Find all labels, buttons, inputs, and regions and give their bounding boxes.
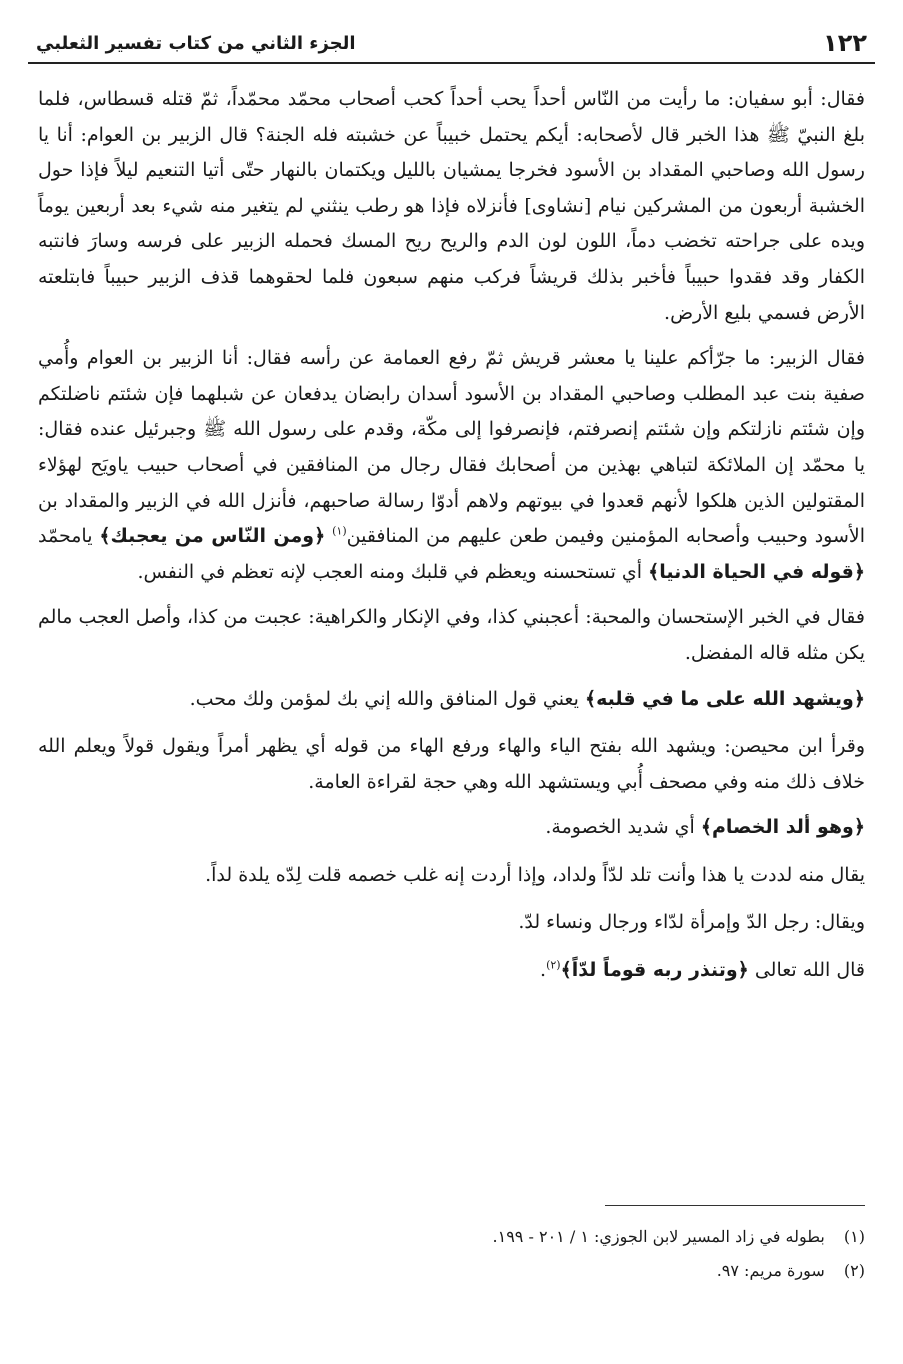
paragraph-2-text: فقال الزبير: ما جرّأكم علينا يا معشر قريش ثمّ رفع العمامة عن رأسه فقال: أنا الزبير بن العوام وأُمي صفية بنت عبد المطلب وصاحبي المقداد بن الأسود أسدان رابضان يدفعان عن شبلهما فإن شئتم ناضلتكم وإن شئتم نازلتكم وإن شئتم إنصرفتم، فإنصرفوا إلى مكّة، وقدم على رسول الله ﷺ وجبرئيل عنده فقال: يا محمّد إن الملائكة لتباهي بهذين من أصحابك فقال رجال من المنافقين في أصحاب حبيب ياويَح لهؤلاء المقتولين الذين هلكوا لأنهم قعدوا في بيوتهم ولاهم أدوّا رسالة صاحبهم، فأنزل الله في الزبير والمقداد بن الأسود وحبيب وأصحابه المؤمنين وفيمن طعن عليهم من المنافقين — [38, 347, 866, 548]
footnote-divider — [605, 1205, 865, 1206]
page-header — [28, 28, 875, 64]
paragraph-2-mid: يامحمّد — [38, 525, 93, 548]
quran-quote: ﴿وهو ألد الخصام﴾ — [700, 816, 865, 839]
quran-quote: ﴿وتنذر ربه قوماً لدّاً﴾ — [560, 959, 749, 982]
footnote-number: (١) — [843, 1227, 865, 1246]
paragraph-4 — [38, 682, 865, 718]
paragraph-8: ويقال: رجل الدّ وإمرأة لدّاء ورجال ونساء لدّ. — [518, 911, 865, 934]
main-text — [38, 82, 865, 1001]
paragraph-3: فقال في الخبر الإستحسان والمحبة: أعجبني كذا، وفي الإنكار والكراهية: عجبت من كذا، وأصل العجب مالم يكن مثله قاله المفضل. — [38, 606, 865, 664]
paragraph-9-text: قال الله تعالى — [754, 959, 865, 982]
paragraph-6-text: أي شديد الخصومة. — [545, 816, 695, 839]
quran-quote: ﴿ويشهد الله على ما في قلبه﴾ — [584, 687, 865, 710]
paragraph-7: يقال منه لددت يا هذا وأنت تلد لدّاً ولداد، وإذا أردت إنه غلب خصمه قلت لِدّه يلدة لداً. — [205, 863, 865, 886]
page-number: ١٢٢ — [823, 29, 867, 57]
paragraph-2 — [38, 341, 865, 590]
footnote-text: سورة مريم: ٩٧. — [716, 1261, 825, 1280]
paragraph-9-end: . — [540, 959, 547, 982]
footnote-1 — [38, 1220, 865, 1254]
running-title: الجزء الثاني من كتاب تفسير الثعلبي — [36, 33, 356, 54]
paragraph-9 — [38, 953, 865, 989]
footnote-ref-1: (١) — [332, 524, 347, 538]
quran-quote: ﴿قوله في الحياة الدنيا﴾ — [648, 560, 865, 583]
footnote-2 — [38, 1254, 865, 1288]
paragraph-1: فقال: أبو سفيان: ما رأيت من النّاس أحداً يحب أحداً كحب أصحاب محمّد محمّداً، ثمّ قتله قسطاس، فلما بلغ النبيّ ﷺ هذا الخبر قال لأصحابه: أيكم يحتمل خبيباً عن خشبته فله الجنة؟ قال الزبير بن العوام: أنا يا رسول الله وصاحبي المقداد بن الأسود فخرجا يمشيان بالليل ويكتمان بالنهار حتّى أتيا التنعيم ليلاً فإذا حول الخشبة أربعون من المشركين نيام [نشاوى] فأنزلاه فإذا هو رطب ينثني لم يتغير منه شيء بعد أربعين يوماً ويده على جراحته تخضب دماً، اللون لون الدم والريح ريح المسك فحمله الزبير على فرسه وسارَ فانتبه الكفار وقد فقدوا حبيباً فأخبر بذلك قريشاً فركب منهم سبعون فلما لحقوهما قذف الزبير حبيباً فابتلعته الأرض فسمي بليع الأرض. — [38, 88, 865, 324]
quran-quote: ﴿ومن النّاس من يعجبك﴾ — [99, 525, 326, 548]
paragraph-6 — [38, 810, 865, 846]
footnotes — [38, 1220, 865, 1288]
footnote-text: بطوله في زاد المسير لابن الجوزي: ١ / ٢٠١ - ١٩٩. — [492, 1227, 825, 1246]
paragraph-5: وقرأ ابن محيصن: ويشهد الله بفتح الياء والهاء ورفع الهاء من قوله أي يظهر أمراً ويقول قولاً ويعلم الله خلاف ذلك منه وفي مصحف أُبي ويستشهد الله وهي حجة لقراءة العامة. — [38, 735, 865, 793]
paragraph-2-end: أي تستحسنه ويعظم في قلبك ومنه العجب لإنه تعظم في النفس. — [137, 560, 643, 583]
footnote-number: (٢) — [843, 1261, 865, 1280]
footnote-ref-2: (٢) — [546, 958, 561, 972]
paragraph-4-text: يعني قول المنافق والله إني بك لمؤمن ولك محب. — [189, 687, 579, 710]
